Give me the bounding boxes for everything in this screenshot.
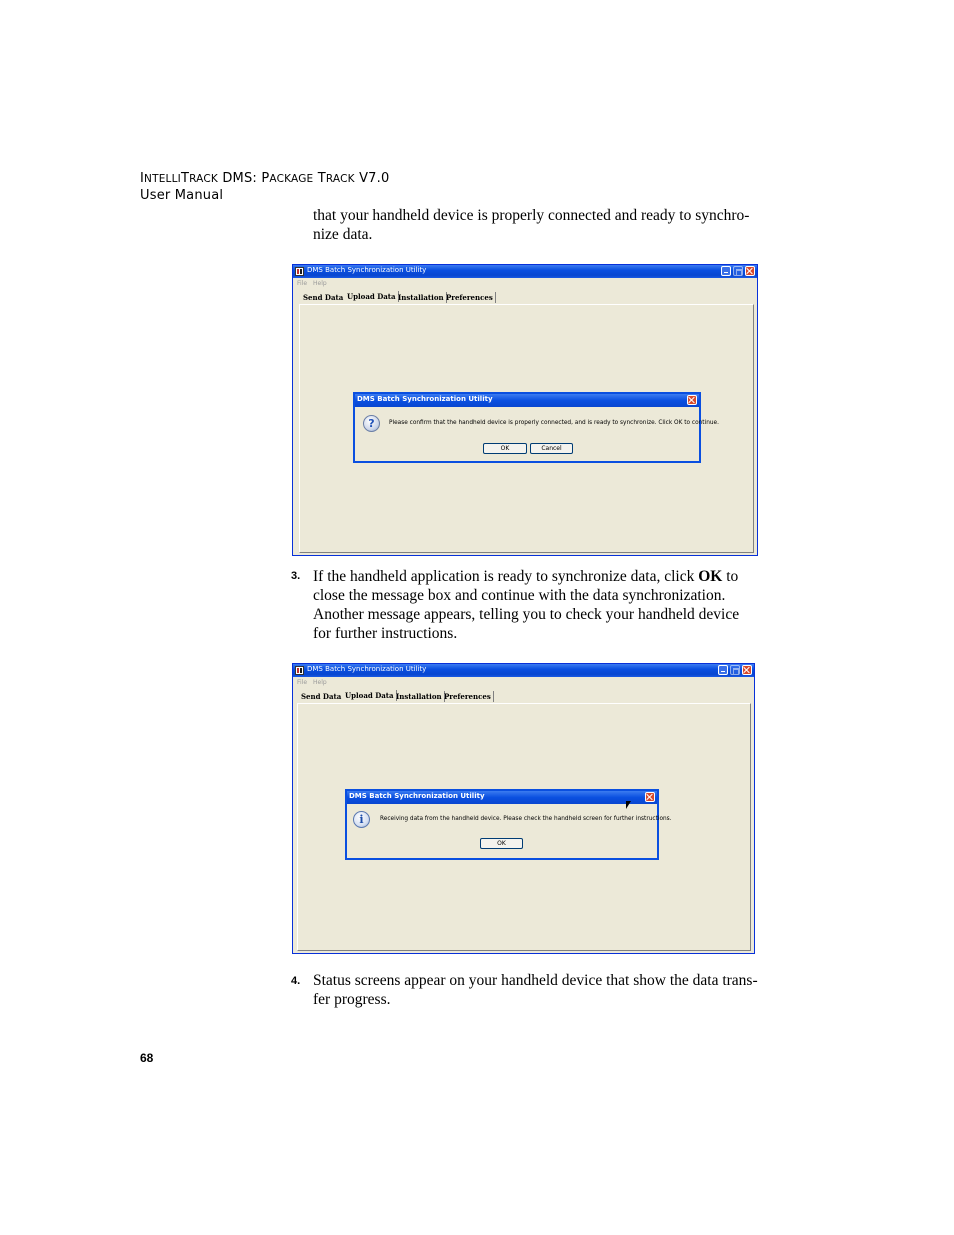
text-line xyxy=(313,567,763,586)
header-part: T xyxy=(313,171,326,186)
mouse-cursor-icon xyxy=(626,801,631,809)
maximize-icon[interactable] xyxy=(733,266,743,276)
text-span: to xyxy=(722,568,739,585)
window-titlebar xyxy=(293,265,757,278)
dialog-title: DMS Batch Synchronization Utility xyxy=(349,792,485,800)
header-part: RACK xyxy=(189,173,218,185)
step3-paragraph xyxy=(313,567,763,643)
dialog-titlebar xyxy=(355,394,699,407)
text-span: If the handheld application is ready to synchronize data, click xyxy=(313,568,699,585)
ok-button[interactable]: OK xyxy=(480,838,523,849)
app-icon xyxy=(295,267,304,276)
header-part: I xyxy=(140,171,145,186)
menu-file[interactable]: File xyxy=(297,280,308,287)
menu-bar xyxy=(297,280,333,287)
menu-file[interactable]: File xyxy=(297,679,308,686)
tab-installation[interactable]: Installation xyxy=(396,292,447,303)
running-header-title xyxy=(140,171,389,186)
menu-help[interactable]: Help xyxy=(313,280,327,287)
tab-send-data[interactable]: Send Data xyxy=(303,293,344,302)
step-number: 4. xyxy=(291,975,301,987)
step-number: 3. xyxy=(291,570,301,582)
app-icon xyxy=(295,666,304,675)
close-icon[interactable] xyxy=(687,395,697,405)
close-icon[interactable] xyxy=(742,665,752,675)
page-number: 68 xyxy=(140,1051,154,1065)
text-line: Another message appears, telling you to check your handheld device xyxy=(313,606,740,623)
header-part: T xyxy=(180,171,190,186)
window-titlebar xyxy=(293,664,754,677)
screenshot-receiving-window xyxy=(292,663,755,954)
dialog-message: Please confirm that the handheld device is properly connected, and is ready to synchronize. Click OK to continue. xyxy=(389,420,719,426)
text-line: close the message box and continue with the data synchronization. xyxy=(313,587,726,604)
header-part: NTELLI xyxy=(144,173,181,185)
dialog-title: DMS Batch Synchronization Utility xyxy=(357,395,493,403)
cancel-button[interactable]: Cancel xyxy=(530,443,573,454)
text-line: for further instructions. xyxy=(313,625,458,642)
step4-paragraph xyxy=(313,971,763,1009)
header-part: DMS: P xyxy=(218,171,270,186)
menu-help[interactable]: Help xyxy=(313,679,327,686)
running-header-subtitle: User Manual xyxy=(140,188,224,203)
ok-button[interactable]: OK xyxy=(483,443,527,454)
minimize-icon[interactable] xyxy=(721,266,731,276)
dialog-message: Receiving data from the handheld device. Please check the handheld screen for further instructions. xyxy=(380,816,672,822)
text-line: that your handheld device is properly connected and ready to synchro- xyxy=(313,207,750,224)
header-part: ACKAGE xyxy=(269,173,314,185)
question-icon: ? xyxy=(363,415,380,432)
close-icon[interactable] xyxy=(645,792,655,802)
menu-bar xyxy=(297,679,333,686)
tab-installation[interactable]: Installation xyxy=(394,691,445,702)
tab-upload-data[interactable]: Upload Data xyxy=(343,690,397,701)
intro-paragraph xyxy=(313,206,763,244)
confirm-dialog xyxy=(353,392,719,463)
bold-ok: OK xyxy=(698,568,723,585)
close-icon[interactable] xyxy=(745,266,755,276)
minimize-icon[interactable] xyxy=(718,665,728,675)
header-part: RACK xyxy=(325,173,355,185)
window-title: DMS Batch Synchronization Utility xyxy=(307,266,427,274)
screenshot-confirm-window xyxy=(292,264,758,556)
tab-send-data[interactable]: Send Data xyxy=(301,692,342,701)
info-dialog xyxy=(345,789,672,860)
text-line: nize data. xyxy=(313,226,373,243)
header-part: V7.0 xyxy=(354,171,390,186)
maximize-icon[interactable] xyxy=(730,665,740,675)
window-title: DMS Batch Synchronization Utility xyxy=(307,665,427,673)
text-line: fer progress. xyxy=(313,991,391,1008)
text-line: Status screens appear on your handheld device that show the data trans- xyxy=(313,972,758,989)
tab-upload-data[interactable]: Upload Data xyxy=(345,291,399,302)
tab-preferences[interactable]: Preferences xyxy=(444,292,496,303)
dialog-titlebar xyxy=(347,791,657,804)
tab-preferences[interactable]: Preferences xyxy=(442,691,494,702)
info-icon: i xyxy=(353,811,370,828)
